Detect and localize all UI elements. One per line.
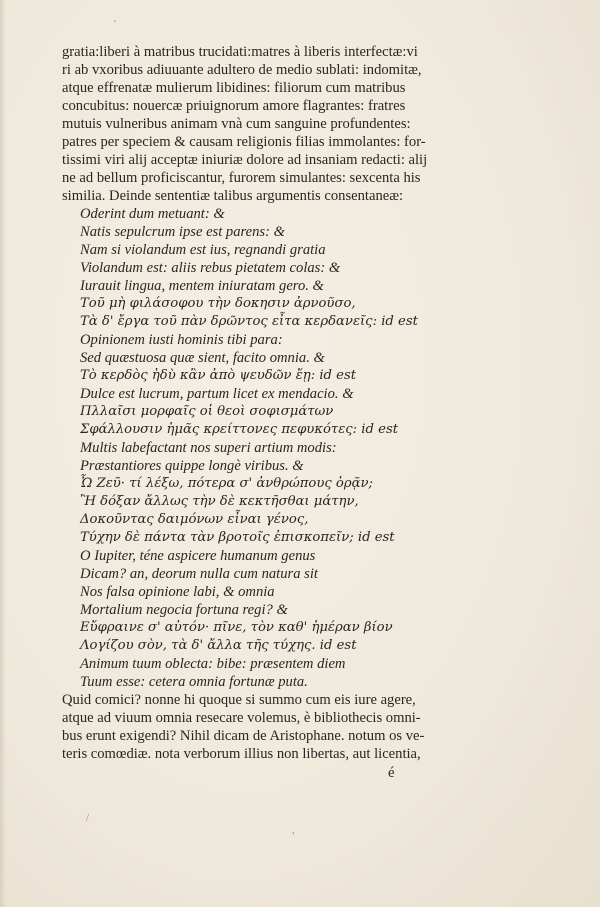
text-line: tissimi viri alij acceptæ iniuriæ dolore ad insaniam redacti: alij [62, 152, 428, 168]
latin-verse: Animum tuum oblecta: bibe: præsentem diem [80, 656, 346, 672]
greek-verse: Δοκοῦντας δαιμόνων εἶναι γένος, [80, 512, 309, 527]
text-line: similia. Deinde sententiæ talibus argumentis consentaneæ: [62, 188, 404, 204]
latin-verse: Opinionem iusti hominis tibi para: [80, 332, 283, 348]
ink-speck: ' [114, 18, 116, 30]
text-line: teris comœdiæ. nota verborum illius non libertas, aut licentia, [62, 746, 421, 762]
latin-verse: Dulce est lucrum, partum licet ex mendacio. & [80, 386, 354, 402]
latin-verse: Sed quæstuosa quæ sient, facito omnia. & [80, 350, 325, 366]
greek-verse: Εὔφραινε σ' αὐτόν· πῖνε, τὸν καθ' ἡμέραν βίον [80, 620, 393, 635]
latin-verse: Tuum esse: cetera omnia fortunæ puta. [80, 674, 308, 690]
latin-verse: Iurauit lingua, mentem iniuratam gero. & [80, 278, 324, 294]
greek-verse: Τοῦ μὴ φιλάσοφου τὴν δοκησιν ἀρνοῦσο, [80, 296, 356, 311]
latin-verse: Natis sepulcrum ipse est parens: & [80, 224, 285, 240]
latin-verse: O Iupiter, téne aspicere humanum genus [80, 548, 316, 564]
latin-verse: Nam si violandum est ius, regnandi gratia [80, 242, 326, 258]
latin-verse: Mortalium negocia fortuna regi? & [80, 602, 288, 618]
latin-verse: Oderint dum metuant: & [80, 206, 225, 222]
greek-verse: Πλλαῖσι μορφαῖς οἱ θεοὶ σοφισμάτων [80, 404, 334, 419]
text-line: patres per speciem & causam religionis filias immolantes: for- [62, 134, 426, 150]
latin-verse: Dicam? an, deorum nulla cum natura sit [80, 566, 318, 582]
greek-verse: Ἢ δόξαν ἄλλως τὴν δὲ κεκτῆσθαι μάτην, [80, 494, 359, 509]
text-line: mutuis vulneribus animam vnà cum sanguine profundentes: [62, 116, 411, 132]
ink-speck: / [86, 812, 90, 824]
text-line: atque ad viuum omnia resecare volemus, è bibliothecis omni- [62, 710, 421, 726]
text-line: bus erunt exigendi? Nihil dicam de Aristophane. notum os ve- [62, 728, 425, 744]
catchword: é [388, 765, 395, 781]
text-line: ri ab vxoribus adiuuante adultero de medio sublati: indomitæ, [62, 62, 422, 78]
text-line: atque effrenatæ mulierum libidines: filiorum cum matribus [62, 80, 406, 96]
text-line: Quid comici? nonne hi quoque si summo cum eis iure agere, [62, 692, 416, 708]
greek-verse: Λογίζου σὸν, τὰ δ' ἄλλα τῆς τύχης. id est [80, 638, 357, 653]
greek-verse: Τὸ κερδὸς ἡδὺ κἂν ἀπὸ ψευδῶν ἔῃ: id est [80, 368, 357, 383]
text-line: gratia:liberi à matribus trucidati:matres à liberis interfectæ:vi [62, 44, 418, 60]
latin-verse: Violandum est: aliis rebus pietatem colas: & [80, 260, 341, 276]
text-line: ne ad bellum proficiscantur, furorem simulantes: sexcenta his [62, 170, 421, 186]
greek-verse: Τὰ δ' ἔργα τοῦ πὰν δρῶντος εἶτα κερδανεῖς: id est [80, 314, 418, 329]
greek-verse: Σφάλλουσιν ἡμᾶς κρείττονες πεφυκότες: id est [80, 422, 399, 437]
latin-verse: Nos falsa opinione labi, & omnia [80, 584, 275, 600]
page-edge-shadow [0, 0, 6, 907]
greek-verse: Τύχην δὲ πάντα τὰν βροτοῖς ἐπισκοπεῖν; id est [80, 530, 395, 545]
greek-verse: Ὦ Ζεῦ· τί λέξω, πότερα σ' ἀνθρώπους ὁρᾷν; [80, 476, 373, 491]
latin-verse: Multis labefactant nos superi artium modis: [80, 440, 337, 456]
latin-verse: Præstantiores quippe longè viribus. & [80, 458, 304, 474]
ink-speck: , [292, 824, 295, 836]
text-line: concubitus: nouercæ priuignorum amore flagrantes: fratres [62, 98, 406, 114]
